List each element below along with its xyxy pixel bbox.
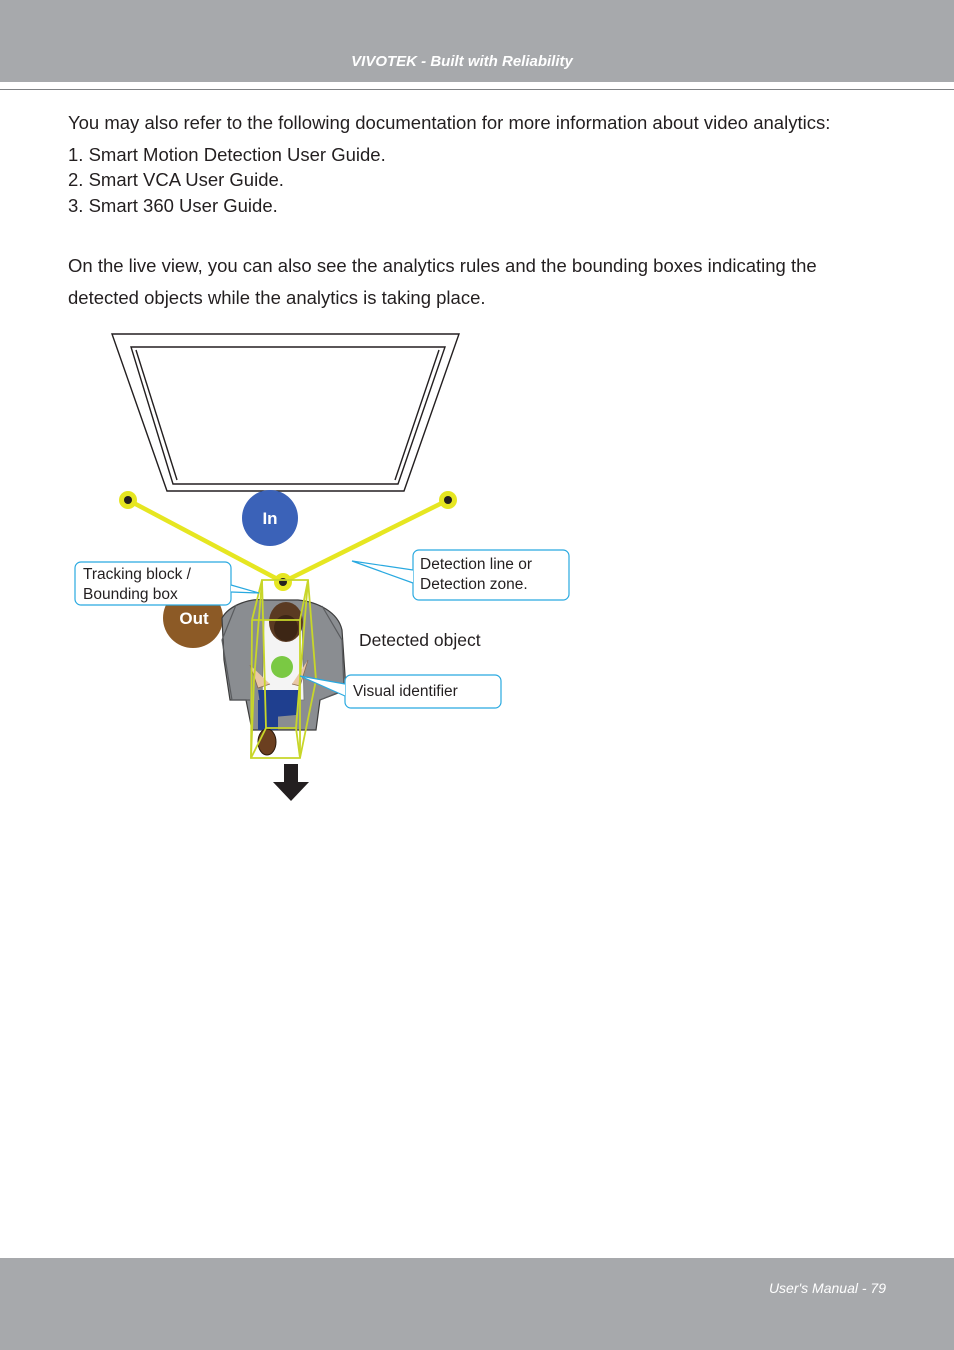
intro-paragraph: You may also refer to the following documentation for more information about video analytics: <box>68 112 831 133</box>
in-label: In <box>262 509 278 528</box>
detected-object-label: Detected object <box>359 630 481 650</box>
out-label: Out <box>179 609 209 628</box>
doc-list-item: 3. Smart 360 User Guide. <box>68 195 278 216</box>
page-number: User's Manual - 79 <box>768 1280 886 1296</box>
callout-visual-identifier-text: Visual identifier <box>353 683 458 700</box>
header-title: VIVOTEK - Built with Reliability <box>351 53 573 70</box>
callout-detection-line <box>352 550 569 600</box>
callout-tracking-line-2: Bounding box <box>83 586 178 603</box>
doc-list-item: 1. Smart Motion Detection User Guide. <box>68 144 386 165</box>
doc-list-item: 2. Smart VCA User Guide. <box>68 169 284 190</box>
visual-identifier-dot <box>271 656 293 678</box>
callout-tracking-block <box>75 562 259 605</box>
callout-detection-line-1: Detection line or <box>420 556 533 573</box>
page-footer <box>0 1258 954 1350</box>
callout-tracking-line-1: Tracking block / <box>83 566 191 583</box>
liveview-paragraph-line-2: detected objects while the analytics is taking place. <box>68 287 486 308</box>
door-frame <box>112 334 459 491</box>
liveview-paragraph-line-1: On the live view, you can also see the analytics rules and the bounding boxes indicating the <box>68 255 817 276</box>
movement-direction-arrow <box>273 764 309 801</box>
callout-detection-line-2: Detection zone. <box>420 576 528 593</box>
in-direction-badge <box>242 490 298 546</box>
